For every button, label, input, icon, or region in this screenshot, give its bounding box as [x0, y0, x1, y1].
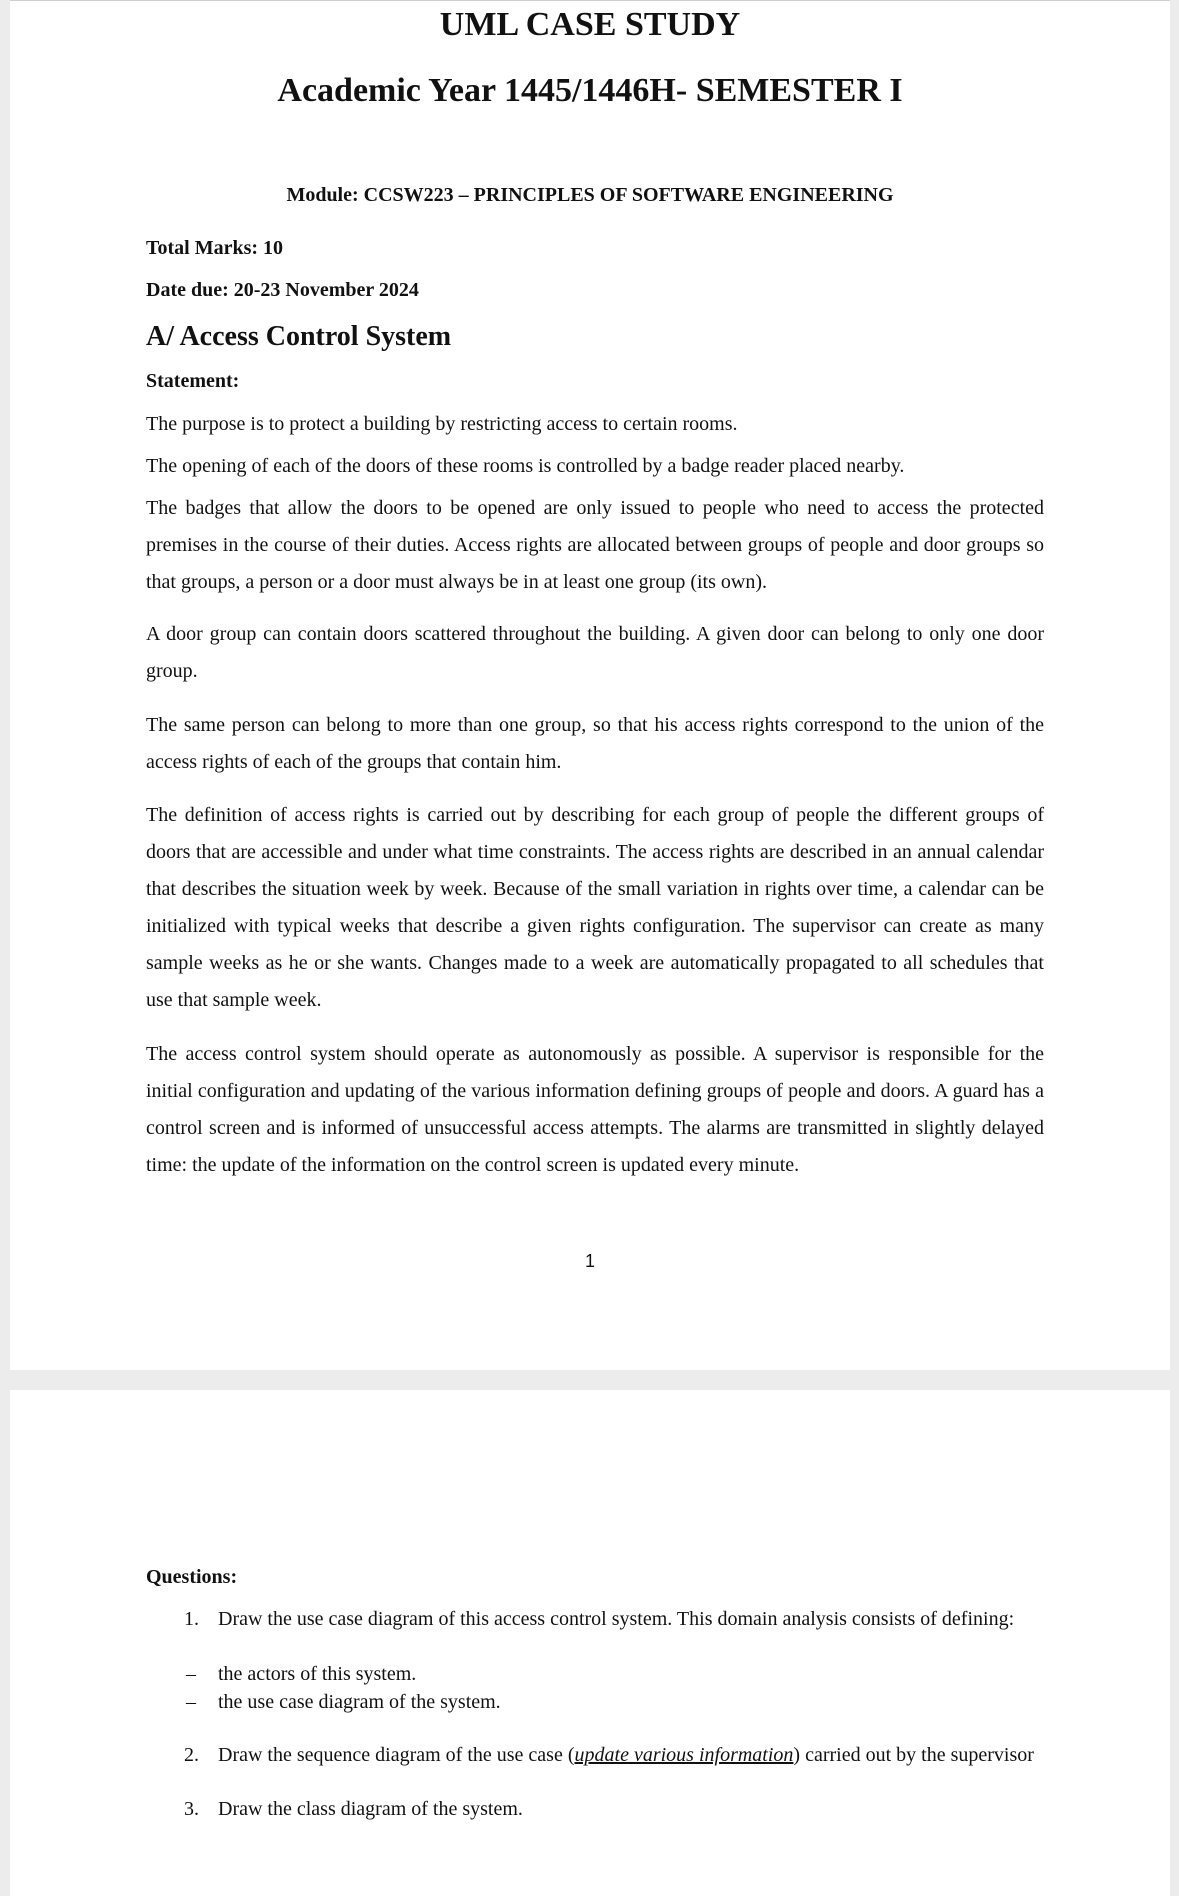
question-number: 2. — [184, 1744, 199, 1766]
question-1-subitem — [186, 1661, 1046, 1688]
statement-paragraph: The opening of each of the doors of these rooms is controlled by a badge reader placed nearby. — [146, 455, 905, 477]
questions-label: Questions: — [146, 1566, 238, 1588]
statement-label: Statement: — [146, 370, 240, 392]
question-number: 1. — [184, 1608, 199, 1630]
question-text-start: Draw the sequence diagram of the use case ( — [218, 1744, 575, 1766]
statement-paragraph: A door group can contain doors scattered throughout the building. A given door can belong to only one door group. — [146, 623, 1044, 682]
question-1-subitem — [186, 1689, 1046, 1716]
question-text — [218, 1742, 1044, 1769]
question-2 — [184, 1742, 1044, 1769]
module-value: : CCSW223 – PRINCIPLES OF SOFTWARE ENGINEERING — [352, 184, 894, 206]
question-text-end: ) carried out by the supervisor — [793, 1744, 1034, 1766]
subitem-text: the actors of this system. — [218, 1663, 417, 1685]
module-label: Module — [286, 184, 352, 206]
statement-paragraph: The access control system should operate as autonomously as possible. A supervisor is responsible for the initial configuration and updating of the various information defining groups of people and doors. A guard has a control screen and is informed of unsuccessful access attempts. The alarms are transmitted in slightly delayed time: the update of the information on the control screen is updated every minute. — [146, 1043, 1044, 1176]
section-title: A/ Access Control System — [146, 321, 452, 352]
module-line — [10, 182, 1170, 208]
question-number: 3. — [184, 1798, 199, 1820]
statement-paragraph: The same person can belong to more than one group, so that his access rights correspond to the union of the access rights of each of the groups that contain him. — [146, 714, 1044, 773]
academic-year-heading: Academic Year 1445/1446H- SEMESTER I — [277, 72, 903, 109]
subitem-text: the use case diagram of the system. — [218, 1691, 501, 1713]
question-text: Draw the class diagram of the system. — [218, 1798, 523, 1820]
page-number: 1 — [584, 1251, 595, 1271]
dash-bullet: – — [186, 1691, 196, 1713]
use-case-name: update various information — [574, 1744, 794, 1766]
question-3 — [184, 1796, 1044, 1823]
question-text: Draw the use case diagram of this access control system. This domain analysis consists of defining: — [218, 1608, 1015, 1630]
dash-bullet: – — [186, 1663, 196, 1685]
statement-paragraph: The definition of access rights is carried out by describing for each group of people the different groups of doors that are accessible and under what time constraints. The access rights are described in an annual calendar that describes the situation week by week. Because of the small variation in rights over time, a calendar can be initialized with typical weeks that describe a given rights configuration. The supervisor can create as many sample weeks as he or she wants. Changes made to a week are automatically propagated to all schedules that use that sample week. — [146, 804, 1044, 1011]
question-1 — [184, 1606, 1044, 1633]
statement-paragraph: The badges that allow the doors to be opened are only issued to people who need to access the protected premises in the course of their duties. Access rights are allocated between groups of people and door groups so that groups, a person or a door must always be in at least one group (its own). — [146, 497, 1044, 593]
document-page-2 — [10, 1390, 1170, 1896]
date-due: Date due: 20-23 November 2024 — [146, 279, 419, 301]
statement-paragraph: The purpose is to protect a building by restricting access to certain rooms. — [146, 413, 738, 435]
document-title: UML CASE STUDY — [439, 6, 741, 43]
document-page-1 — [10, 0, 1170, 1370]
total-marks: Total Marks: 10 — [146, 237, 284, 259]
